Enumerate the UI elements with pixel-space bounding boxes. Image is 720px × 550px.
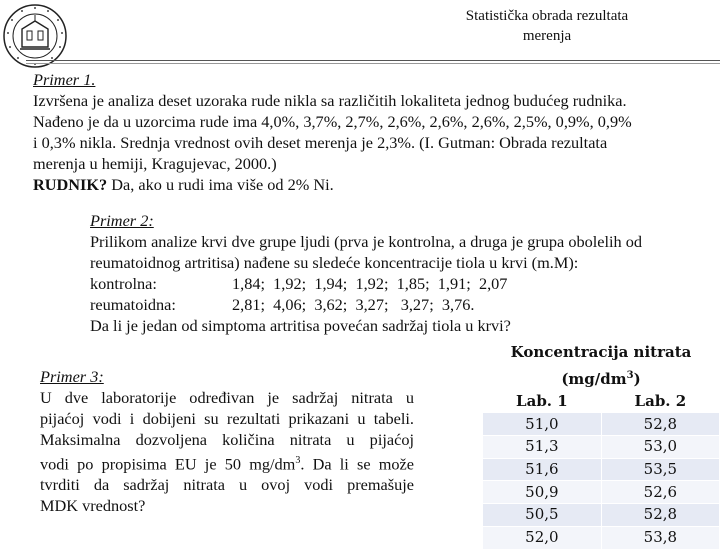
slide-title [405,6,689,46]
primer1-line: merenja u hemiji, Kragujevac, 2000.) [33,154,277,173]
table-title [483,342,720,364]
group-label: kontrolna: [90,274,157,293]
primer3-line4-sup: 3 [295,455,301,466]
primer1-question: RUDNIK? [33,175,108,194]
primer3-line: tvrditi da sadržaj nitrata u ovoj vodi premašuje [40,475,414,495]
primer2-group-row [90,294,712,315]
group-values: 2,81; 4,06; 3,62; 3,27; 3,27; 3,76. [232,295,475,314]
table-row [483,504,720,527]
primer2-line: reumatoidnog artritisa) nađene su sledeće koncentracije tiola u krvi (m.M): [90,253,579,272]
table-cell: 53,0 [601,436,719,459]
primer2-heading: Primer 2: [90,211,154,230]
units-pre: (mg/dm [561,369,627,388]
table-cell: 51,3 [483,436,601,459]
table-cell: 52,0 [483,526,601,549]
table-cell: 50,9 [483,481,601,504]
table-cell: 52,6 [601,481,719,504]
primer3-line: MDK vrednost? [40,496,146,516]
slide-title-line2: merenja [522,28,572,44]
primer3-line: U dve laboratorije određivan je sadržaj nitrata u [40,388,414,407]
table-cell: 53,8 [601,526,719,549]
table-row [483,526,720,549]
primer1-answer: Da, ako u rudi ima više od 2% Ni. [107,175,334,194]
primer3-section [40,366,414,516]
primer1-line: i 0,3% nikla. Srednja vrednost ovih deset merenja je 2,3%. (I. Gutman: Obrada rezultata [33,133,608,152]
table-cell: 53,5 [601,458,719,481]
units-sup: 3 [626,369,634,381]
primer1-section [33,69,711,195]
primer3-line: Maksimalna dozvoljena količina nitrata u pijaćoj [40,430,414,449]
units-post: ) [633,369,641,388]
group-label: reumatoidna: [90,295,176,314]
table-cell: 52,8 [601,413,719,436]
primer2-group-row [90,273,712,294]
header-divider-secondary [26,63,720,64]
primer3-line: pijaćoj vodi i dobijeni su rezultati prikazani u tabeli. [40,409,414,428]
table-cell: 51,6 [483,458,601,481]
table-row [483,481,720,504]
table-row [483,458,720,481]
primer2-line: Prilikom analize krvi dve grupe ljudi (prva je kontrolna, a druga je grupa obolelih od [90,232,643,251]
primer1-heading: Primer 1. [33,70,96,89]
primer1-line: Nađeno je da u uzorcima rude ima 4,0%, 3,7%, 2,7%, 2,6%, 2,6%, 2,6%, 2,5%, 0,9%, 0,9% [33,112,632,131]
table-title-line1: Koncentracija nitrata [510,343,692,362]
primer3-line4-post: . Da li se može [300,454,414,474]
table-cell: 50,5 [483,504,601,527]
slide-title-line1: Statistička obrada rezultata [465,8,629,24]
table-cell: 51,0 [483,413,601,436]
primer1-answer-line [33,174,711,195]
group-values: 1,84; 1,92; 1,94; 1,92; 1,85; 1,91; 2,07 [232,274,508,293]
primer1-line: Izvršena je analiza deset uzoraka rude nikla sa različitih lokaliteta jednog budućeg rudnika. [33,91,627,110]
primer3-line-4 [40,450,414,474]
table-row [483,436,720,459]
table-cell: 52,8 [601,504,719,527]
primer3-line4-pre: vodi po propisima EU je 50 mg/dm [40,454,296,474]
primer2-question: Da li je jedan od simptoma artritisa povećan sadržaj tiola u krvi? [90,316,511,335]
header-divider [26,60,720,61]
table-row [483,413,720,436]
column-header: Lab. 1 [483,390,601,413]
column-header: Lab. 2 [601,390,719,413]
primer3-heading: Primer 3: [40,367,104,386]
primer2-section [90,210,712,336]
nitrate-table [483,342,720,550]
table-title-units [483,364,720,390]
